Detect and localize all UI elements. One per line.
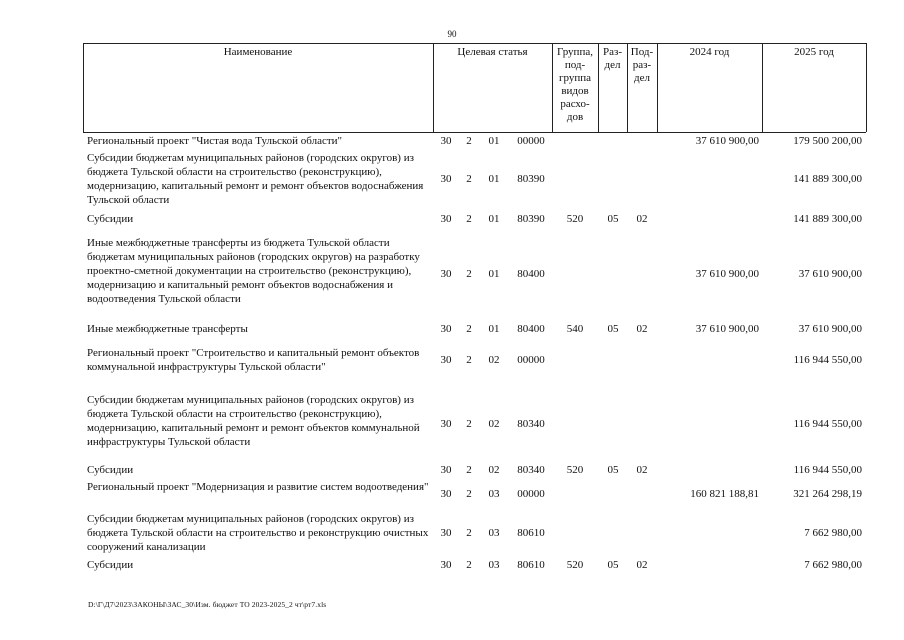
row-name: Субсидии [87, 213, 134, 225]
row-name: Региональный проект "Модернизация и развитие систем водоотведения" [87, 481, 429, 493]
cell-a: 30 [440, 559, 452, 571]
header-2024: 2024 год [689, 46, 730, 58]
cell-c: 03 [488, 527, 500, 539]
cell-b: 2 [466, 173, 472, 185]
cell-d: 80390 [517, 213, 545, 225]
cell-d: 80400 [517, 268, 545, 280]
row-name: Субсидии бюджетам муниципальных районов (городских округов) из бюджета Тульской области на строительство и реконструкцию очистных сооружений канализации [87, 513, 429, 553]
cell-b: 2 [466, 464, 472, 476]
cell-v2025: 37 610 900,00 [798, 323, 862, 335]
cell-v2025: 7 662 980,00 [804, 527, 862, 539]
cell-d: 80340 [517, 464, 545, 476]
cell-v2025: 141 889 300,00 [793, 213, 862, 225]
cell-a: 30 [440, 213, 452, 225]
header-group: Группа, под- группа видов расхо- дов [557, 46, 593, 123]
cell-b: 2 [466, 559, 472, 571]
table-row [0, 322, 904, 336]
cell-a: 30 [440, 173, 452, 185]
cell-d: 80610 [517, 559, 545, 571]
cell-v2025: 179 500 200,00 [793, 135, 862, 147]
cell-d: 00000 [517, 488, 545, 500]
table-row [0, 346, 904, 374]
cell-grp: 520 [566, 559, 584, 571]
cell-c: 03 [488, 488, 500, 500]
cell-grp: 520 [566, 464, 584, 476]
cell-b: 2 [466, 488, 472, 500]
cell-c: 01 [488, 323, 500, 335]
cell-c: 02 [488, 464, 500, 476]
cell-grp: 520 [566, 213, 584, 225]
table-row [0, 151, 904, 207]
row-name: Субсидии бюджетам муниципальных районов (городских округов) из бюджета Тульской области на строительство (реконструкцию), модернизацию, капитальный ремонт и ремонт объектов водоснабжения Тульской области [87, 152, 424, 206]
cell-v2024: 160 821 188,81 [690, 488, 759, 500]
cell-d: 80400 [517, 323, 545, 335]
cell-c: 01 [488, 213, 500, 225]
cell-c: 02 [488, 354, 500, 366]
cell-a: 30 [440, 464, 452, 476]
header-2025: 2025 год [794, 46, 834, 58]
cell-a: 30 [440, 418, 452, 430]
cell-v2024: 37 610 900,00 [695, 323, 759, 335]
cell-b: 2 [466, 213, 472, 225]
header-target: Целевая статья [457, 46, 528, 58]
cell-a: 30 [440, 354, 452, 366]
cell-c: 02 [488, 418, 500, 430]
cell-a: 30 [440, 135, 452, 147]
file-path-footer: D:\Г\Д7\2023\ЗАКОНЫ\ЗАС_30\Изм. бюджет ТО 2023-2025_2 чт\рт7.xls [88, 600, 327, 609]
cell-c: 01 [488, 135, 500, 147]
cell-sub: 02 [636, 464, 648, 476]
row-name: Субсидии [87, 559, 134, 571]
cell-v2025: 116 944 550,00 [793, 354, 862, 366]
cell-a: 30 [440, 488, 452, 500]
cell-b: 2 [466, 354, 472, 366]
cell-v2024: 37 610 900,00 [695, 135, 759, 147]
table-row [0, 480, 904, 508]
cell-a: 30 [440, 268, 452, 280]
cell-sub: 02 [636, 213, 648, 225]
cell-v2024: 37 610 900,00 [695, 268, 759, 280]
row-name: Иные межбюджетные трансферты [87, 323, 248, 335]
cell-sub: 02 [636, 323, 648, 335]
cell-v2025: 7 662 980,00 [804, 559, 862, 571]
cell-d: 00000 [517, 135, 545, 147]
table-row [0, 134, 904, 148]
cell-v2025: 116 944 550,00 [793, 418, 862, 430]
table-row [0, 236, 904, 312]
cell-d: 00000 [517, 354, 545, 366]
cell-grp: 540 [566, 323, 584, 335]
row-name: Субсидии [87, 464, 134, 476]
table-row [0, 212, 904, 226]
cell-b: 2 [466, 323, 472, 335]
row-name: Региональный проект "Чистая вода Тульской области" [87, 135, 343, 147]
cell-v2025: 321 264 298,19 [793, 488, 862, 500]
cell-b: 2 [466, 268, 472, 280]
header-bottom-border [83, 132, 866, 133]
cell-sec: 05 [607, 323, 619, 335]
cell-sec: 05 [607, 559, 619, 571]
cell-d: 80610 [517, 527, 545, 539]
col-divider [866, 43, 867, 132]
cell-a: 30 [440, 323, 452, 335]
row-name: Иные межбюджетные трансферты из бюджета Тульской области бюджетам муниципальных районов (городских округов) на разработку проектно-сметной документации на строительство (реконструкцию), модернизацию и капитальный ремонт объектов водоснабжения и водоотведения Тульской области [87, 237, 420, 305]
cell-sec: 05 [607, 213, 619, 225]
cell-c: 01 [488, 268, 500, 280]
cell-b: 2 [466, 135, 472, 147]
cell-sec: 05 [607, 464, 619, 476]
row-name: Региональный проект "Строительство и капитальный ремонт объектов коммунальной инфраструктуры Тульской области" [87, 347, 420, 373]
table-row [0, 463, 904, 477]
header-subsection: Под- раз- дел [630, 46, 654, 84]
cell-d: 80390 [517, 173, 545, 185]
cell-b: 2 [466, 418, 472, 430]
header-section: Раз- дел [602, 46, 622, 71]
cell-c: 03 [488, 559, 500, 571]
row-name: Субсидии бюджетам муниципальных районов (городских округов) из бюджета Тульской области на строительство (реконструкцию), модернизацию, капитальный ремонт и ремонт объектов коммунальной инфраструктуры Тульской области [87, 394, 420, 448]
cell-c: 01 [488, 173, 500, 185]
cell-v2025: 37 610 900,00 [798, 268, 862, 280]
header-name: Наименование [223, 46, 293, 58]
cell-d: 80340 [517, 418, 545, 430]
table-row [0, 393, 904, 455]
cell-a: 30 [440, 527, 452, 539]
table-row [0, 558, 904, 572]
cell-b: 2 [466, 527, 472, 539]
cell-v2025: 116 944 550,00 [793, 464, 862, 476]
cell-v2025: 141 889 300,00 [793, 173, 862, 185]
cell-sub: 02 [636, 559, 648, 571]
table-row [0, 512, 904, 554]
page-number: 90 [447, 29, 457, 39]
